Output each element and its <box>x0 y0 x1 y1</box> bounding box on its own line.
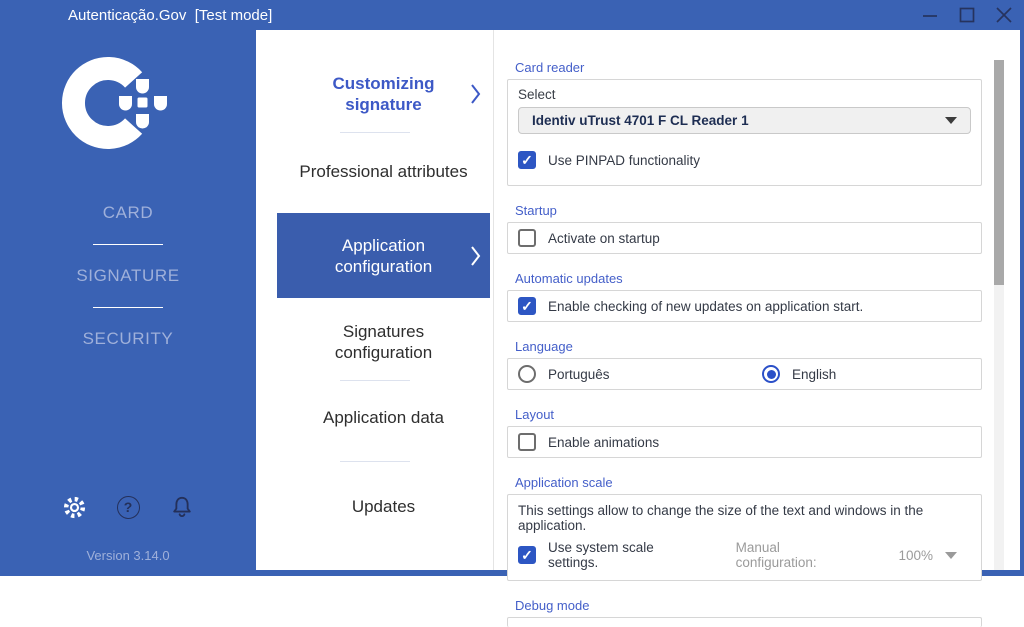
layout-section <box>494 407 1020 458</box>
scrollbar[interactable] <box>994 60 1004 570</box>
chevron-right-icon <box>470 245 481 267</box>
card-reader-select[interactable] <box>518 107 971 134</box>
enable-animations-label: Enable animations <box>548 434 660 450</box>
settings-gear-icon <box>61 494 88 521</box>
enable-animations-checkbox[interactable] <box>518 433 536 451</box>
auto-update-label: Enable checking of new updates on application start. <box>548 298 864 314</box>
sidebar-icons <box>60 493 196 521</box>
automatic-updates-box <box>507 290 982 322</box>
menu-divider <box>340 380 410 381</box>
startup-option-row <box>508 223 981 253</box>
language-options-row <box>508 359 981 389</box>
activate-on-startup-checkbox[interactable] <box>518 229 536 247</box>
window-controls <box>918 3 1024 27</box>
auto-update-option-row <box>508 291 981 321</box>
close-button[interactable] <box>992 3 1016 27</box>
menu-item-application-configuration[interactable]: Application configuration <box>277 213 490 298</box>
portugues-radio[interactable] <box>518 365 536 383</box>
sidebar-nav <box>76 203 179 349</box>
card-reader-box <box>507 79 982 186</box>
section-label: Automatic updates <box>515 271 623 286</box>
notifications-button[interactable] <box>168 493 196 521</box>
english-radio[interactable] <box>762 365 780 383</box>
automatic-updates-section <box>494 271 1020 322</box>
startup-box <box>507 222 982 254</box>
manual-configuration-label: Manual configuration: <box>735 540 817 570</box>
select-label: Select <box>518 87 556 102</box>
debug-mode-box <box>507 617 982 627</box>
maximize-icon <box>958 6 976 24</box>
chevron-right-icon <box>470 83 481 105</box>
application-scale-description: This settings allow to change the size of the text and windows in the application. <box>518 503 924 533</box>
system-scale-label: Use system scale settings. <box>548 540 654 570</box>
settings-button[interactable] <box>60 493 88 521</box>
section-label: Debug mode <box>515 598 590 613</box>
auto-update-checkbox[interactable] <box>518 297 536 315</box>
window-title: Autenticação.Gov [Test mode] <box>68 6 273 24</box>
notifications-bell-icon <box>169 494 195 520</box>
sidebar <box>0 30 256 576</box>
sidebar-item-card[interactable]: CARD <box>102 203 154 222</box>
sidebar-bottom <box>60 493 196 576</box>
application-scale-section <box>494 475 1020 581</box>
main-area <box>256 30 1024 613</box>
sidebar-item-signature[interactable]: SIGNATURE <box>76 266 180 285</box>
card-reader-value: Identiv uTrust 4701 F CL Reader 1 <box>532 113 749 128</box>
startup-section <box>494 203 1020 254</box>
help-icon: ? <box>117 496 140 519</box>
menu-item-customizing-signature[interactable]: Customizing signature <box>277 64 490 124</box>
system-scale-checkbox[interactable] <box>518 546 536 564</box>
menu-item-professional-attributes[interactable]: Professional attributes <box>299 161 468 181</box>
animations-option-row <box>508 427 981 457</box>
menu-item-application-data[interactable]: Application data <box>323 407 444 427</box>
minimize-icon <box>921 6 939 24</box>
section-label: Startup <box>515 203 557 218</box>
menu-item-signatures-configuration[interactable]: Signatures configuration <box>334 322 433 362</box>
pinpad-option-row <box>508 145 981 175</box>
settings-content <box>493 30 1020 613</box>
section-label: Language <box>515 339 573 354</box>
application-scale-row <box>508 533 981 580</box>
dropdown-caret-icon[interactable] <box>945 552 957 559</box>
section-label: Card reader <box>515 60 585 75</box>
pinpad-label: Use PINPAD functionality <box>548 152 701 168</box>
portugues-label: Português <box>548 366 610 382</box>
autenticacao-gov-logo <box>63 54 193 159</box>
section-label: Layout <box>515 407 555 422</box>
menu-item-updates[interactable]: Updates <box>351 496 416 516</box>
language-section <box>494 339 1020 390</box>
divider <box>93 307 163 308</box>
scrollbar-thumb[interactable] <box>994 60 1004 285</box>
settings-menu <box>256 30 493 570</box>
application-scale-box <box>507 494 982 581</box>
maximize-button[interactable] <box>955 3 979 27</box>
pinpad-checkbox[interactable] <box>518 151 536 169</box>
menu-divider <box>340 461 410 462</box>
help-button[interactable] <box>114 493 142 521</box>
sidebar-item-security[interactable]: SECURITY <box>82 329 174 348</box>
minimize-button[interactable] <box>918 3 942 27</box>
menu-divider <box>340 132 410 133</box>
language-option-english <box>762 365 836 383</box>
language-option-portugues <box>518 365 750 383</box>
layout-box <box>507 426 982 458</box>
section-label: Application scale <box>515 475 613 490</box>
card-reader-section <box>494 60 1020 186</box>
close-icon <box>994 5 1014 25</box>
version-label: Version 3.14.0 <box>86 548 170 563</box>
logo-icon <box>63 54 193 154</box>
titlebar <box>0 0 1024 30</box>
english-label: English <box>792 366 837 382</box>
activate-on-startup-label: Activate on startup <box>548 230 660 246</box>
dropdown-caret-icon <box>945 117 957 124</box>
divider <box>93 244 163 245</box>
debug-mode-section <box>494 598 1020 627</box>
manual-scale-value: 100% <box>898 547 933 563</box>
window-body <box>0 30 1024 613</box>
language-box <box>507 358 982 390</box>
